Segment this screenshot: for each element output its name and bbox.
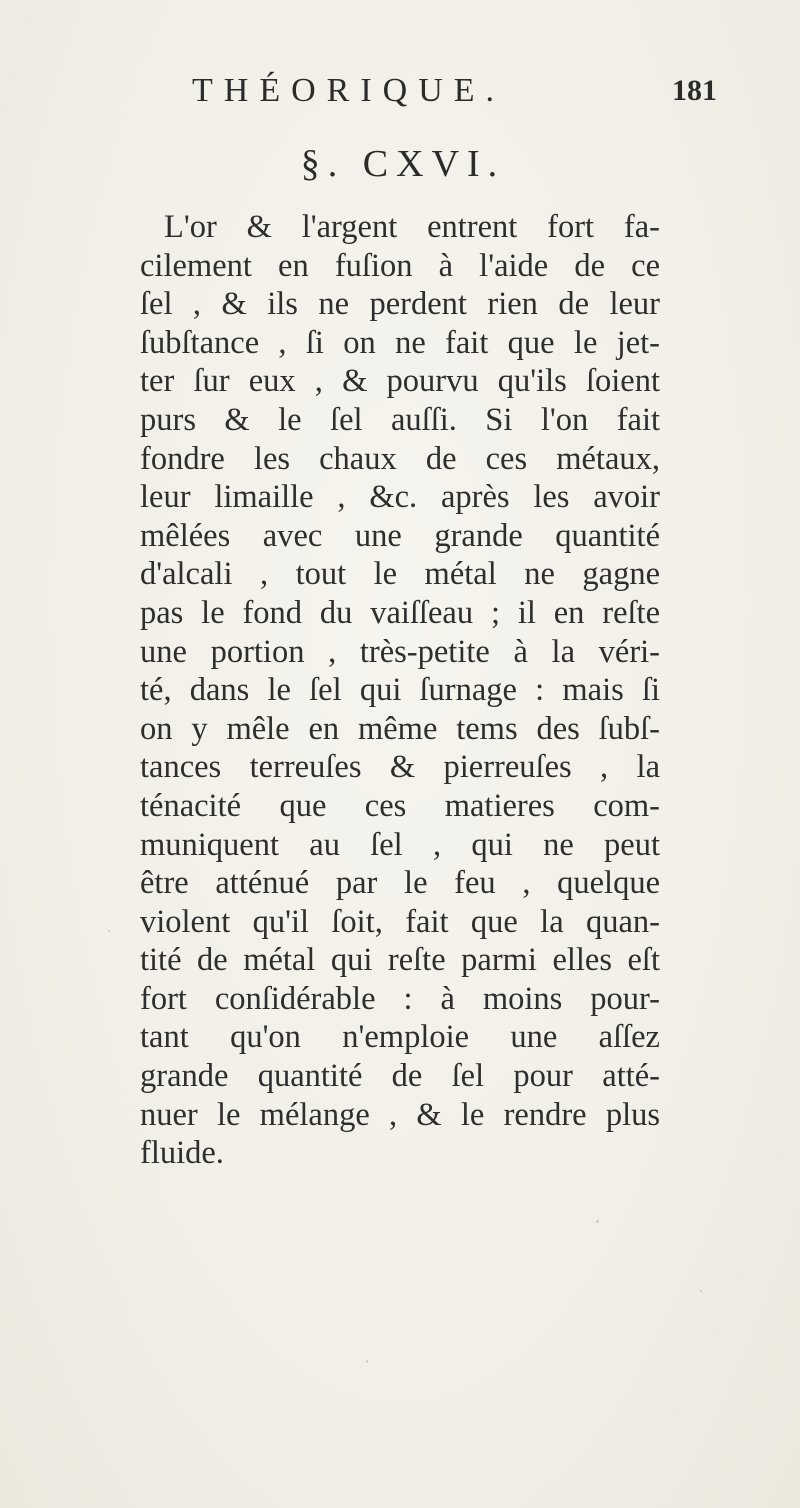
text-line: une portion , très-petite à la véri- [140,633,660,670]
text-line: ténacité que ces matieres com- [140,787,660,824]
body-paragraph [140,208,660,1173]
text-line: mêlées avec une grande quantité [140,517,660,554]
section-heading: §. CXVI. [300,143,506,185]
text-line: muniquent au ſel , qui ne peut [140,826,660,863]
text-line: tant qu'on n'emploie une aſſez [140,1019,660,1056]
text-line: tances terreuſes & pierreuſes , la [140,749,660,786]
text-line: L'or & l'argent entrent fort fa- [164,209,660,245]
text-line: fort conſidérable : à moins pour- [140,980,660,1017]
text-line: tité de métal qui reſte parmi elles eſt [140,942,660,979]
text-line: fluide. [140,1135,224,1172]
text-line: ſubſtance , ſi on ne fait que le jet- [140,324,660,361]
text-line: grande quantité de ſel pour atté- [140,1058,660,1095]
text-line: d'alcali , tout le métal ne gagne [140,556,660,593]
running-head [0,72,800,122]
text-line: violent qu'il ſoit, fait que la quan- [140,903,660,940]
text-line: ter ſur eux , & pourvu qu'ils ſoient [140,363,660,400]
text-line: ſel , & ils ne perdent rien de leur [140,286,660,323]
text-line: on y mêle en même tems des ſubſ- [140,710,660,747]
page-number: 181 [672,74,717,107]
paper-speck [596,1220,599,1223]
text-line: nuer le mélange , & le rendre plus [140,1096,660,1133]
text-line: leur limaille , &c. après les avoir [140,479,660,516]
text-line: fondre les chaux de ces métaux, [140,440,660,477]
text-line: être atténué par le feu , quelque [140,865,660,902]
text-line: té, dans le ſel qui ſurnage : mais ſi [140,672,660,709]
text-line: purs & le ſel auſſi. Si l'on fait [140,401,660,438]
paper-speck [700,1290,702,1292]
text-line: pas le fond du vaiſſeau ; il en reſte [140,594,660,631]
paper-speck [108,930,110,932]
text-line: cilement en fuſion à l'aide de ce [140,247,660,284]
paper-speck [366,1360,368,1363]
running-title: THÉORIQUE. [192,72,506,109]
